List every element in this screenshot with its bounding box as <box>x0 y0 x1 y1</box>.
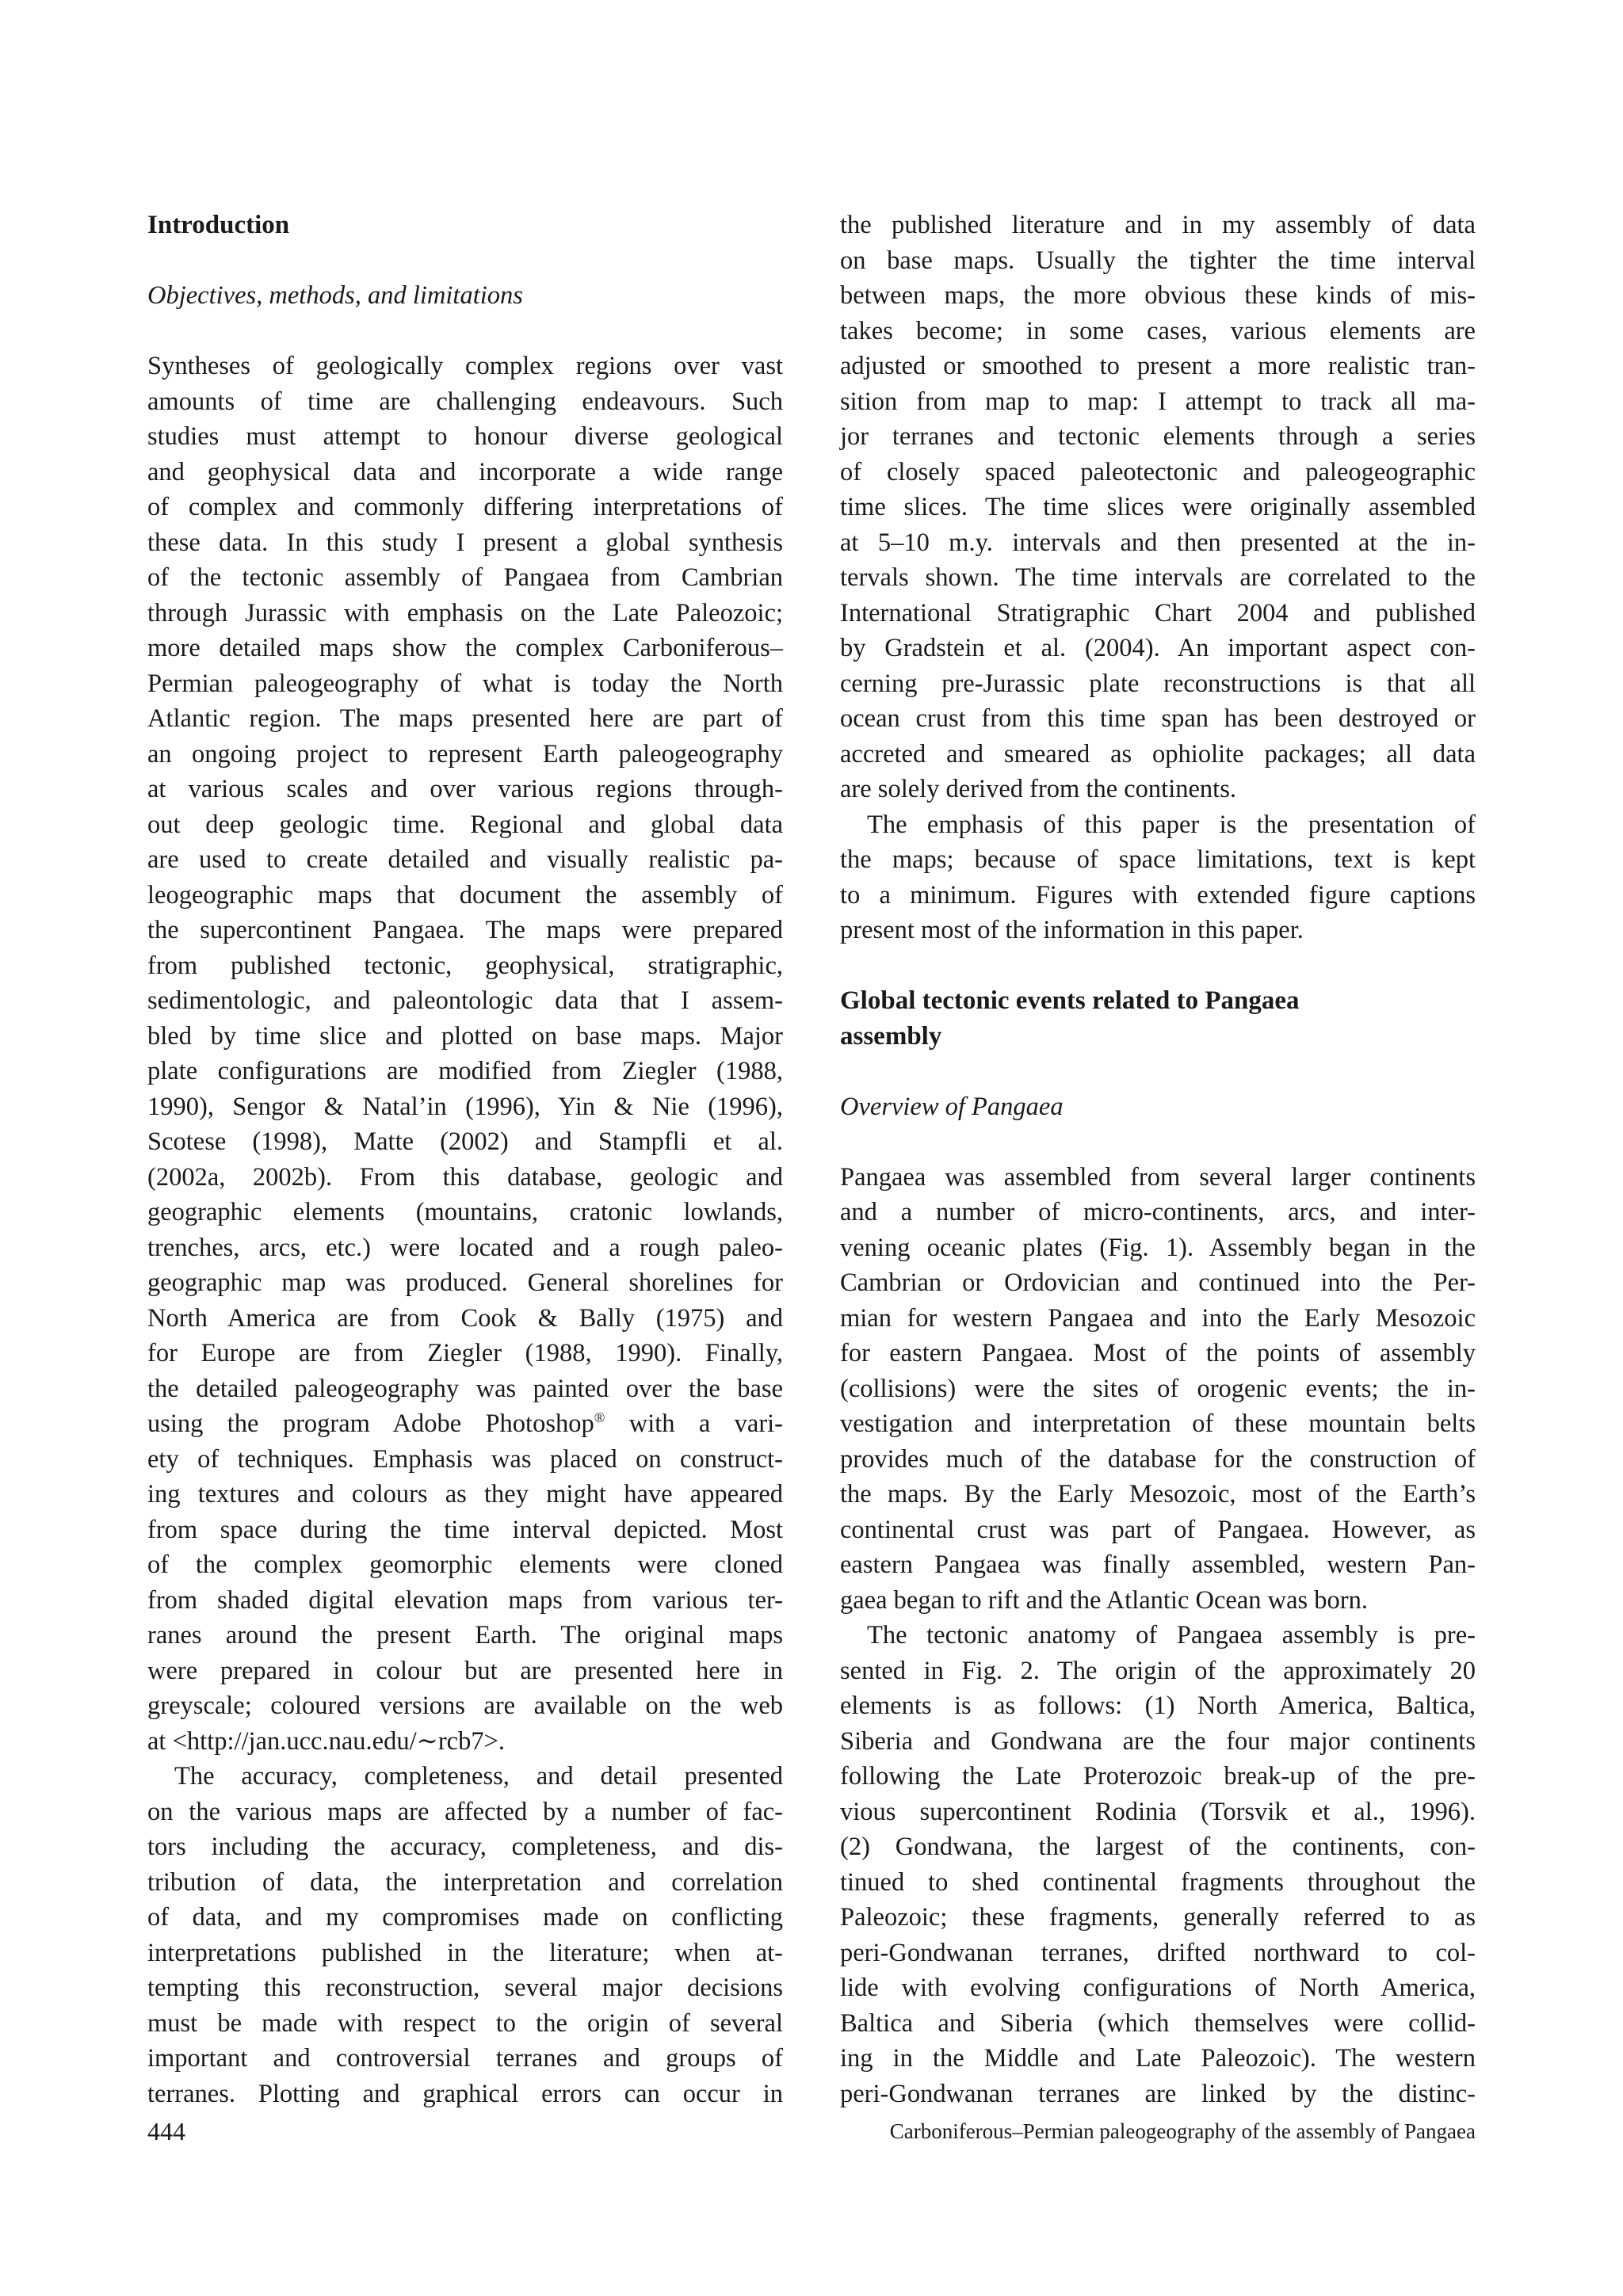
text-line: greyscale; coloured versions are available on the web <box>147 1691 783 1720</box>
text-line: of data, and my compromises made on conflicting <box>147 1903 783 1932</box>
text-line: vening oceanic plates (Fig. 1). Assembly began in the <box>840 1233 1476 1262</box>
spacer <box>840 1124 1476 1160</box>
text-line: at 5–10 m.y. intervals and then presented at the in- <box>840 528 1476 557</box>
text-line: ocean crust from this time span has been destroyed or <box>840 704 1476 733</box>
text-line: Pangaea was assembled from several larger continents <box>840 1162 1476 1192</box>
text-line: the published literature and in my assembly of data <box>840 211 1476 239</box>
text-line: vious supercontinent Rodinia (Torsvik et al., 1996). <box>840 1797 1476 1826</box>
text-line: following the Late Proterozoic break-up of the pre- <box>840 1762 1476 1791</box>
text-line: to a minimum. Figures with extended figure captions <box>840 880 1476 910</box>
text-line: gaea began to rift and the Atlantic Ocean was born. <box>840 1585 1368 1615</box>
text-line: of closely spaced paleotectonic and paleogeographic <box>840 457 1476 486</box>
text-line: (collisions) were the sites of orogenic events; the in- <box>840 1374 1476 1403</box>
text-line: between maps, the more obvious these kinds of mis- <box>840 281 1476 310</box>
text-line: The tectonic anatomy of Pangaea assembly is pre- <box>867 1621 1476 1650</box>
left-column <box>147 208 783 2111</box>
text-line: ranes around the present Earth. The original maps <box>147 1621 783 1650</box>
text-line: by Gradstein et al. (2004). An important aspect con- <box>840 634 1476 662</box>
text-line: The accuracy, completeness, and detail presented <box>174 1762 783 1791</box>
text-line: these data. In this study I present a global synthesis <box>147 528 783 557</box>
text-line: of complex and commonly differing interpretations of <box>147 493 783 521</box>
text-line: are used to create detailed and visually realistic pa- <box>147 845 783 874</box>
paragraph-continued <box>840 208 1476 807</box>
text-line: for Europe are from Ziegler (1988, 1990). Finally, <box>147 1339 783 1367</box>
text-line: for eastern Pangaea. Most of the points of assembly <box>840 1339 1476 1367</box>
text-line: and a number of micro-continents, arcs, and inter- <box>840 1198 1476 1226</box>
text-line: Syntheses of geologically complex regions over vast <box>147 352 783 380</box>
text-line: ety of techniques. Emphasis was placed on construct- <box>147 1444 783 1474</box>
text-line: (2) Gondwana, the largest of the continents, con- <box>840 1833 1476 1861</box>
text-line: of the complex geomorphic elements were cloned <box>147 1550 783 1579</box>
text-line: terranes. Plotting and graphical errors can occur in <box>147 2079 783 2108</box>
text-line: provides much of the database for the construction of <box>840 1444 1476 1474</box>
text-line: the detailed paleogeography was painted over the base <box>147 1374 783 1403</box>
text-line: ing textures and colours as they might have appeared <box>147 1480 783 1508</box>
text-line: Baltica and Siberia (which themselves were collid- <box>840 2008 1476 2038</box>
text-line: (2002a, 2002b). From this database, geologic and <box>147 1162 783 1192</box>
text-line: bled by time slice and plotted on base maps. Major <box>147 1021 783 1051</box>
section-heading-introduction: Introduction <box>147 211 290 239</box>
text-line: mian for western Pangaea and into the Early Mesozoic <box>840 1303 1476 1333</box>
text-line: from shaded digital elevation maps from various ter- <box>147 1585 783 1615</box>
text-line: takes become; in some cases, various elements are <box>840 316 1476 345</box>
text-line: tempting this reconstruction, several major decisions <box>147 1974 783 2002</box>
spacer <box>147 314 783 349</box>
text-line: on the various maps are affected by a number of fac- <box>147 1797 783 1826</box>
text-line: International Stratigraphic Chart 2004 and published <box>840 598 1476 627</box>
text-line: The emphasis of this paper is the presentation of <box>867 810 1476 839</box>
text-line: were prepared in colour but are presented here in <box>147 1656 783 1685</box>
text-line: more detailed maps show the complex Carboniferous– <box>147 634 783 662</box>
text-line-url: at <http://jan.ucc.nau.edu/∼rcb7>. <box>147 1726 506 1756</box>
text-line: ing in the Middle and Late Paleozoic). The western <box>840 2044 1476 2073</box>
registered-mark: ® <box>594 1409 605 1426</box>
text-fragment: using the program Adobe Photoshop <box>147 1409 594 1438</box>
subsection-heading-objectives: Objectives, methods, and limitations <box>147 281 523 310</box>
text-line: are solely derived from the continents. <box>840 775 1236 803</box>
text-line: elements is as follows: (1) North America, Baltica, <box>840 1691 1476 1720</box>
text-line: adjusted or smoothed to present a more realistic tran- <box>840 352 1476 380</box>
text-line: the maps. By the Early Mesozoic, most of the Earth’s <box>840 1480 1476 1508</box>
text-line: present most of the information in this paper. <box>840 916 1304 944</box>
text-line: geographic map was produced. General shorelines for <box>147 1268 783 1297</box>
text-line: an ongoing project to represent Earth paleogeography <box>147 739 783 769</box>
text-line: and geophysical data and incorporate a wide range <box>147 457 783 486</box>
paragraph-tectonic-anatomy <box>840 1618 1476 2111</box>
section-heading-global-tectonic-events: Global tectonic events related to Pangaea <box>840 986 1300 1015</box>
text-line: through Jurassic with emphasis on the Late Paleozoic; <box>147 598 783 627</box>
text-line: tervals shown. The time intervals are correlated to the <box>840 563 1476 592</box>
spacer <box>840 1054 1476 1089</box>
text-line: time slices. The time slices were originally assembled <box>840 493 1476 521</box>
paragraph-syntheses <box>147 349 783 1759</box>
paragraph-emphasis <box>840 807 1476 948</box>
right-column <box>840 208 1476 2111</box>
text-line: Scotese (1998), Matte (2002) and Stampfli et al. <box>147 1127 783 1156</box>
text-line: 1990), Sengor & Natal’in (1996), Yin & Nie (1996), <box>147 1092 783 1121</box>
text-line: tors including the accuracy, completeness, and dis- <box>147 1833 783 1861</box>
text-line: geographic elements (mountains, cratonic lowlands, <box>147 1198 783 1226</box>
text-line: important and controversial terranes and groups of <box>147 2044 783 2073</box>
spacer <box>147 243 783 279</box>
subsection-heading-overview: Overview of Pangaea <box>840 1092 1064 1121</box>
text-line: eastern Pangaea was finally assembled, western Pan- <box>840 1550 1476 1579</box>
text-line: tinued to shed continental fragments throughout the <box>840 1867 1476 1897</box>
text-line: at various scales and over various regions through- <box>147 775 783 803</box>
text-line: lide with evolving configurations of North America, <box>840 1974 1476 2002</box>
text-line: of the tectonic assembly of Pangaea from Cambrian <box>147 563 783 592</box>
spacer <box>840 948 1476 984</box>
text-line: sition from map to map: I attempt to track all ma- <box>840 387 1476 416</box>
text-line: Siberia and Gondwana are the four major continents <box>840 1726 1476 1756</box>
text-line: studies must attempt to honour diverse geological <box>147 422 783 451</box>
text-line: out deep geologic time. Regional and global data <box>147 810 783 839</box>
page-number: 444 <box>147 2117 185 2145</box>
text-line: accreted and smeared as ophiolite packages; all data <box>840 739 1476 769</box>
text-line: interpretations published in the literature; when at- <box>147 1938 783 1967</box>
text-line-photoshop <box>147 1406 783 1442</box>
text-line: peri-Gondwanan terranes, drifted northward to col- <box>840 1938 1476 1967</box>
text-line: the maps; because of space limitations, text is kept <box>840 845 1476 874</box>
text-line: leogeographic maps that document the assembly of <box>147 880 783 910</box>
text-line: must be made with respect to the origin of several <box>147 2008 783 2038</box>
text-line: jor terranes and tectonic elements through a series <box>840 422 1476 451</box>
running-head: Carboniferous–Permian paleogeography of the assembly of Pangaea <box>889 2119 1476 2143</box>
text-fragment: with a vari- <box>605 1409 783 1438</box>
text-line: tribution of data, the interpretation and correlation <box>147 1867 783 1897</box>
text-line: trenches, arcs, etc.) were located and a rough paleo- <box>147 1233 783 1262</box>
text-line: continental crust was part of Pangaea. However, as <box>840 1515 1476 1544</box>
text-line: North America are from Cook & Bally (1975) and <box>147 1303 783 1333</box>
text-line: peri-Gondwanan terranes are linked by the distinc- <box>840 2079 1476 2108</box>
text-line: Paleozoic; these fragments, generally referred to as <box>840 1903 1476 1932</box>
text-line: Atlantic region. The maps presented here are part of <box>147 704 783 733</box>
text-line: plate configurations are modified from Ziegler (1988, <box>147 1057 783 1085</box>
text-line: cerning pre-Jurassic plate reconstructions is that all <box>840 669 1476 698</box>
section-heading-global-tectonic-events-cont: assembly <box>840 1021 942 1051</box>
text-line: on base maps. Usually the tighter the time interval <box>840 246 1476 275</box>
paragraph-overview <box>840 1160 1476 1619</box>
text-line: Cambrian or Ordovician and continued into the Per- <box>840 1268 1476 1297</box>
text-line: from published tectonic, geophysical, stratigraphic, <box>147 951 783 980</box>
paragraph-accuracy <box>147 1759 783 2111</box>
text-line: vestigation and interpretation of these mountain belts <box>840 1409 1476 1438</box>
text-line: the supercontinent Pangaea. The maps were prepared <box>147 916 783 944</box>
text-line: sedimentologic, and paleontologic data that I assem- <box>147 986 783 1015</box>
text-line: sented in Fig. 2. The origin of the approximately 20 <box>840 1656 1476 1685</box>
text-line: amounts of time are challenging endeavours. Such <box>147 387 783 416</box>
text-line: from space during the time interval depicted. Most <box>147 1515 783 1544</box>
text-line: Permian paleogeography of what is today the North <box>147 669 783 698</box>
